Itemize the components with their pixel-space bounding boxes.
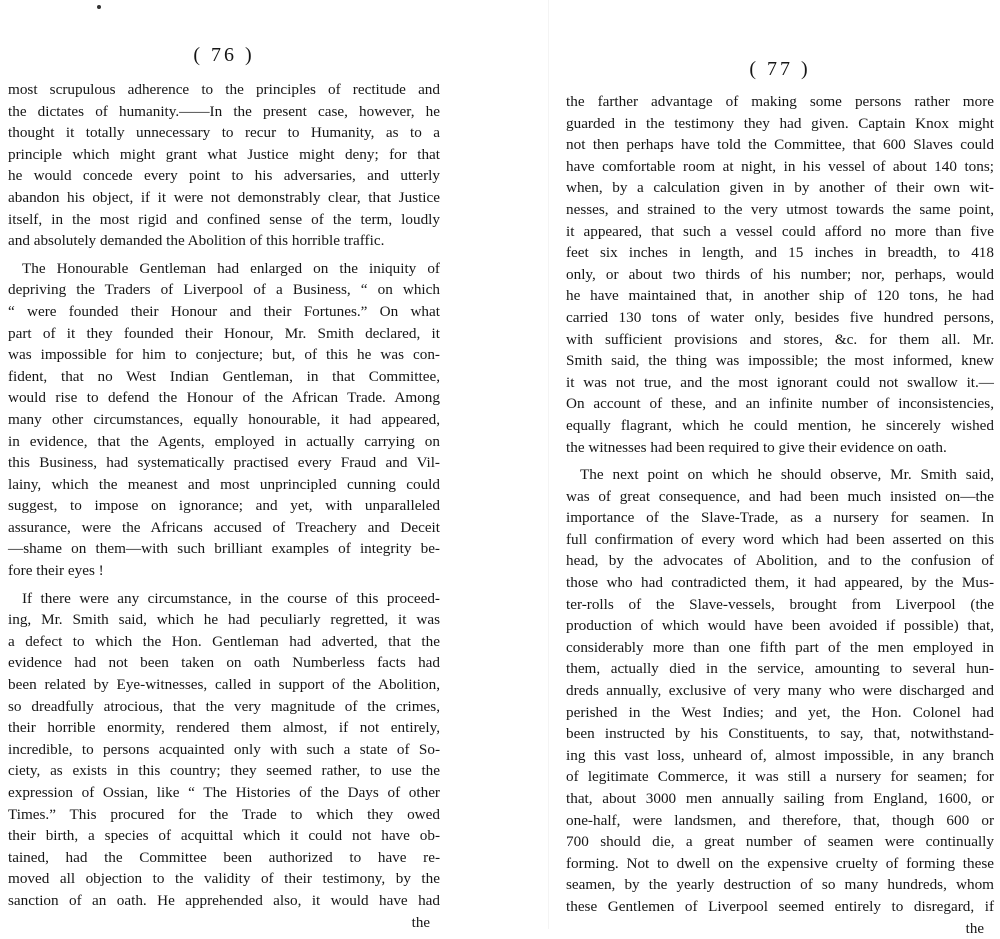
text-line: feet six inches in length, and 15 inches in breadth, to 418 xyxy=(566,244,994,262)
text-line: been related by Eye-witnesses, called in support of the Abolition, xyxy=(8,676,440,694)
text-line: assurance, were the Africans accused of Treachery and Deceit xyxy=(8,518,440,536)
right-page xyxy=(566,0,994,939)
text-line: part of it they founded their Honour, Mr. Smith declared, it xyxy=(8,324,440,342)
text-line: nesses, and strained to the very utmost towards the same point, xyxy=(566,200,994,218)
text-line: it was not true, and the most ignorant could not swallow it.— xyxy=(566,373,994,391)
text-line: expression of Ossian, like “ The Histories of the Days of other xyxy=(8,784,440,801)
left-page-number: ( 76 ) xyxy=(193,44,255,66)
text-line: —shame on them—with such brilliant examples of integrity be- xyxy=(8,540,440,558)
text-line: many other circumstances, equally honourable, it had appeared, xyxy=(8,410,440,428)
text-line: the witnesses had been required to give their evidence on oath. xyxy=(566,438,947,456)
right-page-number: ( 77 ) xyxy=(749,58,811,80)
text-line: have comfortable room at night, in his vessel of about 140 tons; xyxy=(566,157,994,175)
text-line: thought it totally unnecessary to recur to Humanity, as to a xyxy=(8,124,440,142)
text-line: when, by a calculation given in by another of their own wit- xyxy=(566,179,994,197)
text-line: itself, in the most rigid and confined sense of the term, loudly xyxy=(8,210,440,228)
text-line: guarded in the testimony they had given. Captain Knox might xyxy=(566,114,994,132)
text-line: Smith said, the thing was impossible; the most informed, knew xyxy=(566,352,994,370)
text-line: would rise to defend the Honour of the African Trade. Among xyxy=(8,389,440,407)
text-line: ing, Mr. Smith said, which he had peculiarly regretted, it was xyxy=(8,611,440,629)
text-line: importance of the Slave-Trade, as a nursery for seamen. In xyxy=(566,509,994,527)
text-line: If there were any circumstance, in the course of this proceed- xyxy=(22,589,440,607)
text-line: head, by the advocates of Abolition, and to the confusion of xyxy=(566,552,994,570)
text-line: seamen, by the yearly destruction of so many hundreds, whom xyxy=(566,876,994,894)
text-line: in evidence, that the Agents, employed in actually carrying on xyxy=(8,432,440,450)
text-line: perished in the West Indies; and yet, the Hon. Colonel had xyxy=(566,703,994,721)
text-line: it appeared, that such a vessel could afford no more than five xyxy=(566,222,994,240)
text-line: one-half, were landsmen, and therefore, that, though 600 or xyxy=(566,811,994,829)
text-line: those who had contradicted them, it had appeared, by the Mus- xyxy=(566,574,994,592)
text-line: fore their eyes ! xyxy=(8,562,104,580)
text-line: a defect to which the Hon. Gentleman had adverted, that the xyxy=(8,632,440,650)
text-line: tained, had the Committee been authorized to have re- xyxy=(8,848,440,866)
text-line: only, or about two thirds of his number; nor, perhaps, would xyxy=(566,265,994,283)
paragraph xyxy=(566,91,994,458)
text-line: abandon his object, if it were not demonstrably clear, that Justice xyxy=(8,188,440,206)
text-line: most scrupulous adherence to the principles of rectitude and xyxy=(8,81,440,98)
text-line: he have maintained that, in another ship of 120 tons, he had xyxy=(566,287,994,305)
text-line: of legitimate Commerce, it was still a nursery for seamen; for xyxy=(566,768,994,786)
text-line: incredible, to persons acquainted only with such a state of So- xyxy=(8,740,440,758)
paragraph xyxy=(8,588,440,912)
text-line: full confirmation of every word which had been asserted on this xyxy=(566,530,994,548)
text-line: fident, that no West Indian Gentleman, in that Committee, xyxy=(8,367,440,385)
text-line: their horrible enormity, rendered them almost, if not entirely, xyxy=(8,719,440,737)
left-catchword: the xyxy=(411,914,430,931)
left-page xyxy=(8,0,440,933)
text-line: ciety, as exists in this country; they seemed rather, to use the xyxy=(8,762,440,780)
text-line: them, actually died in the service, amounting to several hun- xyxy=(566,660,994,678)
paragraph xyxy=(566,464,994,917)
text-line: production of which would have been avoided if possible) that, xyxy=(566,617,994,635)
text-line: was impossible for him to conjecture; but, of this he was con- xyxy=(8,346,440,364)
text-line: moved all objection to the validity of their testimony, by the xyxy=(8,870,440,888)
text-line: ter-rolls of the Slave-vessels, brought from Liverpool (the xyxy=(566,595,994,613)
text-line: so dreadfully atrocious, that the very magnitude of the crimes, xyxy=(8,697,440,715)
text-line: forming. Not to dwell on the expensive cruelty of forming these xyxy=(566,854,994,872)
book-gutter xyxy=(548,0,549,929)
text-line: The next point on which he should observe, Mr. Smith said, xyxy=(580,466,994,484)
text-line: On account of these, and an infinite number of inconsistencies, xyxy=(566,395,994,413)
text-line: sanction of an oath. He apprehended also, it would have had xyxy=(8,891,440,909)
left-page-text xyxy=(8,79,440,912)
text-line: their birth, a species of acquittal which it could not have ob- xyxy=(8,827,440,845)
text-line: with sufficient provisions and stores, &c. for them all. Mr. xyxy=(566,330,994,348)
text-line: been instructed by his Constituents, to say, that, notwithstand- xyxy=(566,725,994,743)
text-line: carried 130 tons of water only, besides five hundred persons, xyxy=(566,308,994,326)
text-line: principle which might grant what Justice might deny; for that xyxy=(8,145,440,163)
text-line: “ were founded their Honour and their Fortunes.” On what xyxy=(8,302,440,320)
text-line: lainy, which the meanest and most unprincipled cunning could xyxy=(8,475,440,493)
text-line: dreds annually, exclusive of very many who were discharged and xyxy=(566,682,994,700)
text-line: the dictates of humanity.——In the present case, however, he xyxy=(8,102,440,120)
right-catchword: the xyxy=(965,920,984,937)
text-line: ing this vast loss, unheard of, almost impossible, in any branch xyxy=(566,746,994,764)
text-line: suggest, to impose on ignorance; and yet, with unparalleled xyxy=(8,497,440,515)
text-line: 700 should die, a great number of seamen were continually xyxy=(566,833,994,851)
text-line: evidence had not been taken on oath Numberless facts had xyxy=(8,654,440,672)
paragraph xyxy=(8,258,440,582)
text-line: Times.” This procured for the Trade to which they owed xyxy=(8,805,440,823)
text-line: this Business, had systematically practised every Fraud and Vil- xyxy=(8,454,440,472)
text-line: was of great consequence, and had been much insisted on—the xyxy=(566,487,994,505)
text-line: not then perhaps have told the Committee, that 600 Slaves could xyxy=(566,136,994,154)
text-line: and absolutely demanded the Abolition of this horrible traffic. xyxy=(8,232,385,250)
text-line: The Honourable Gentleman had enlarged on the iniquity of xyxy=(22,259,440,277)
text-line: that, about 3000 men annually sailing from England, 1600, or xyxy=(566,790,994,807)
right-page-text xyxy=(566,91,994,918)
text-line: he would concede every point to his adversaries, and utterly xyxy=(8,167,440,185)
paragraph xyxy=(8,79,440,252)
text-line: these Gentlemen of Liverpool seemed entirely to disregard, if xyxy=(566,897,994,915)
text-line: considerably more than one fifth part of the men employed in xyxy=(566,638,994,656)
text-line: depriving the Traders of Liverpool of a Business, “ on which xyxy=(8,281,440,299)
text-line: equally flagrant, which he could mention, he sincerely wished xyxy=(566,416,994,434)
text-line: the farther advantage of making some persons rather more xyxy=(566,93,994,110)
